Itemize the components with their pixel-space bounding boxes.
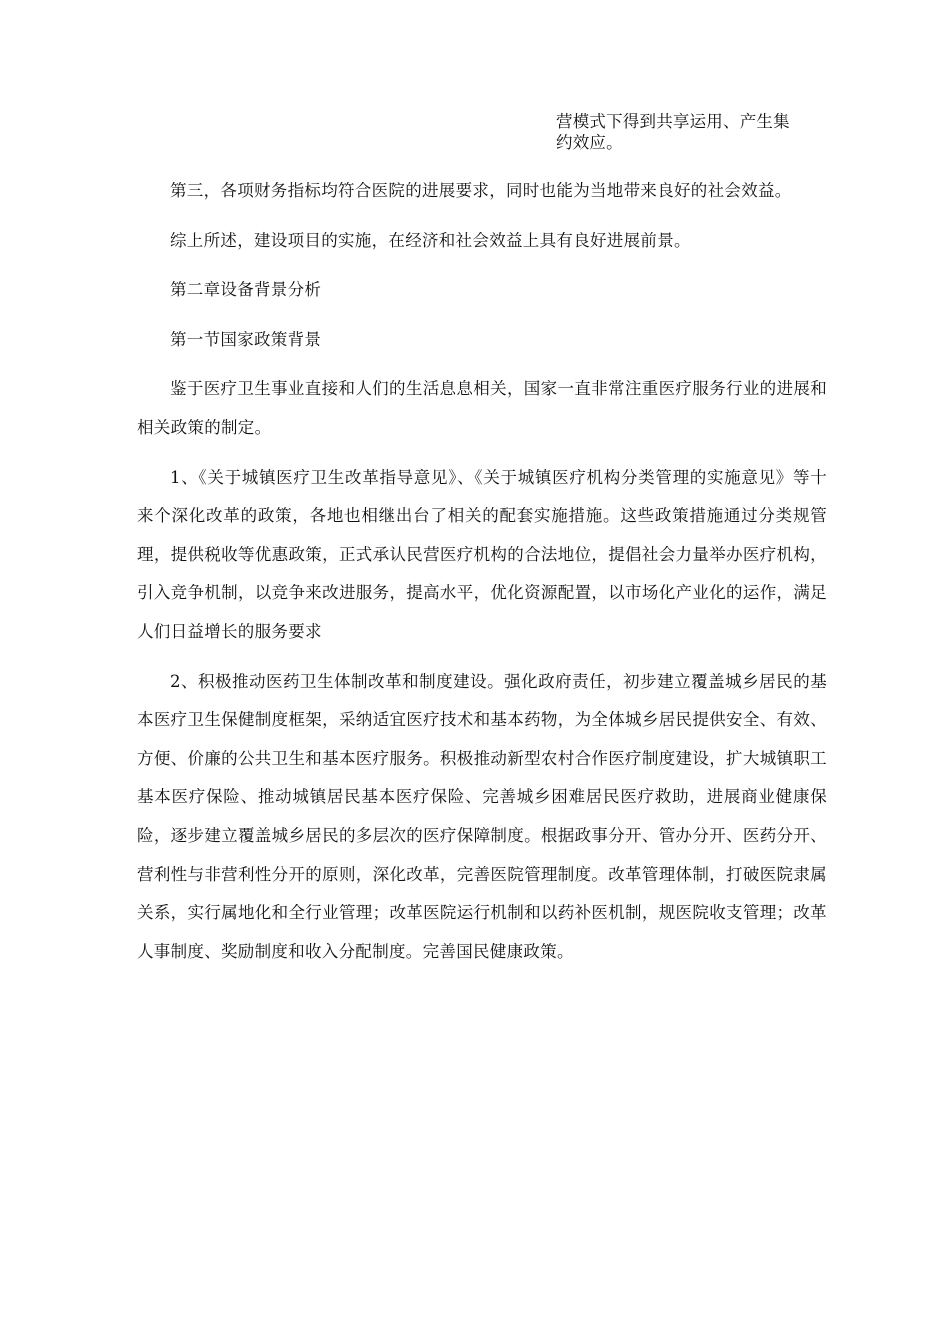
- paragraph-policy-intro: 鉴于医疗卫生事业直接和人们的生活息息相关，国家一直非常注重医疗服务行业的进展和相关政策的制定。: [137, 379, 827, 437]
- paragraph-summary: 综上所述，建设项目的实施，在经济和社会效益上具有良好进展前景。: [170, 230, 691, 250]
- section-heading: 第一节国家政策背景: [170, 329, 322, 349]
- continued-text-line: 约效应。: [556, 133, 623, 152]
- paragraph-financial-indicators: 第三，各项财务指标均符合医院的进展要求，同时也能为当地带来良好的社会效益。: [170, 181, 792, 200]
- continued-text-line: 营模式下得到共享运用、产生集: [556, 112, 790, 131]
- chapter-heading: 第二章设备背景分析: [170, 280, 322, 300]
- document-body: [137, 172, 827, 982]
- paragraph-policy-item-2: 2、积极推动医药卫生体制改革和制度建设。强化政府责任，初步建立覆盖城乡居民的基本医疗卫生保健制度框架，采纳适宜医疗技术和基本药物，为全体城乡居民提供安全、有效、方便、价廉的公共卫生和基本医疗服务。积极推动新型农村合作医疗制度建设，扩大城镇职工基本医疗保险、推动城镇居民基本医疗保险、完善城乡困难居民医疗救助，进展商业健康保险，逐步建立覆盖城乡居民的多层次的医疗保障制度。根据政事分开、管办分开、医药分开、营利性与非营利性分开的原则，深化改革，完善医院管理制度。改革管理体制，打破医院隶属关系，实行属地化和全行业管理；改革医院运行机制和以药补医机制，规医院收支管理；改革人事制度、奖励制度和收入分配制度。完善国民健康政策。: [137, 671, 827, 961]
- continued-text-block: [556, 111, 818, 153]
- paragraph-policy-item-1: 1、《关于城镇医疗卫生改革指导意见》、《关于城镇医疗机构分类管理的实施意见》等十来个深化改革的政策，各地也相继出台了相关的配套实施措施。这些政策措施通过分类规管理，提供税收等优惠政策，正式承认民营医疗机构的合法地位，提倡社会力量举办医疗机构，引入竞争机制，以竞争来改进服务，提高水平，优化资源配置，以市场化产业化的运作，满足人们日益增长的服务要求: [137, 467, 827, 641]
